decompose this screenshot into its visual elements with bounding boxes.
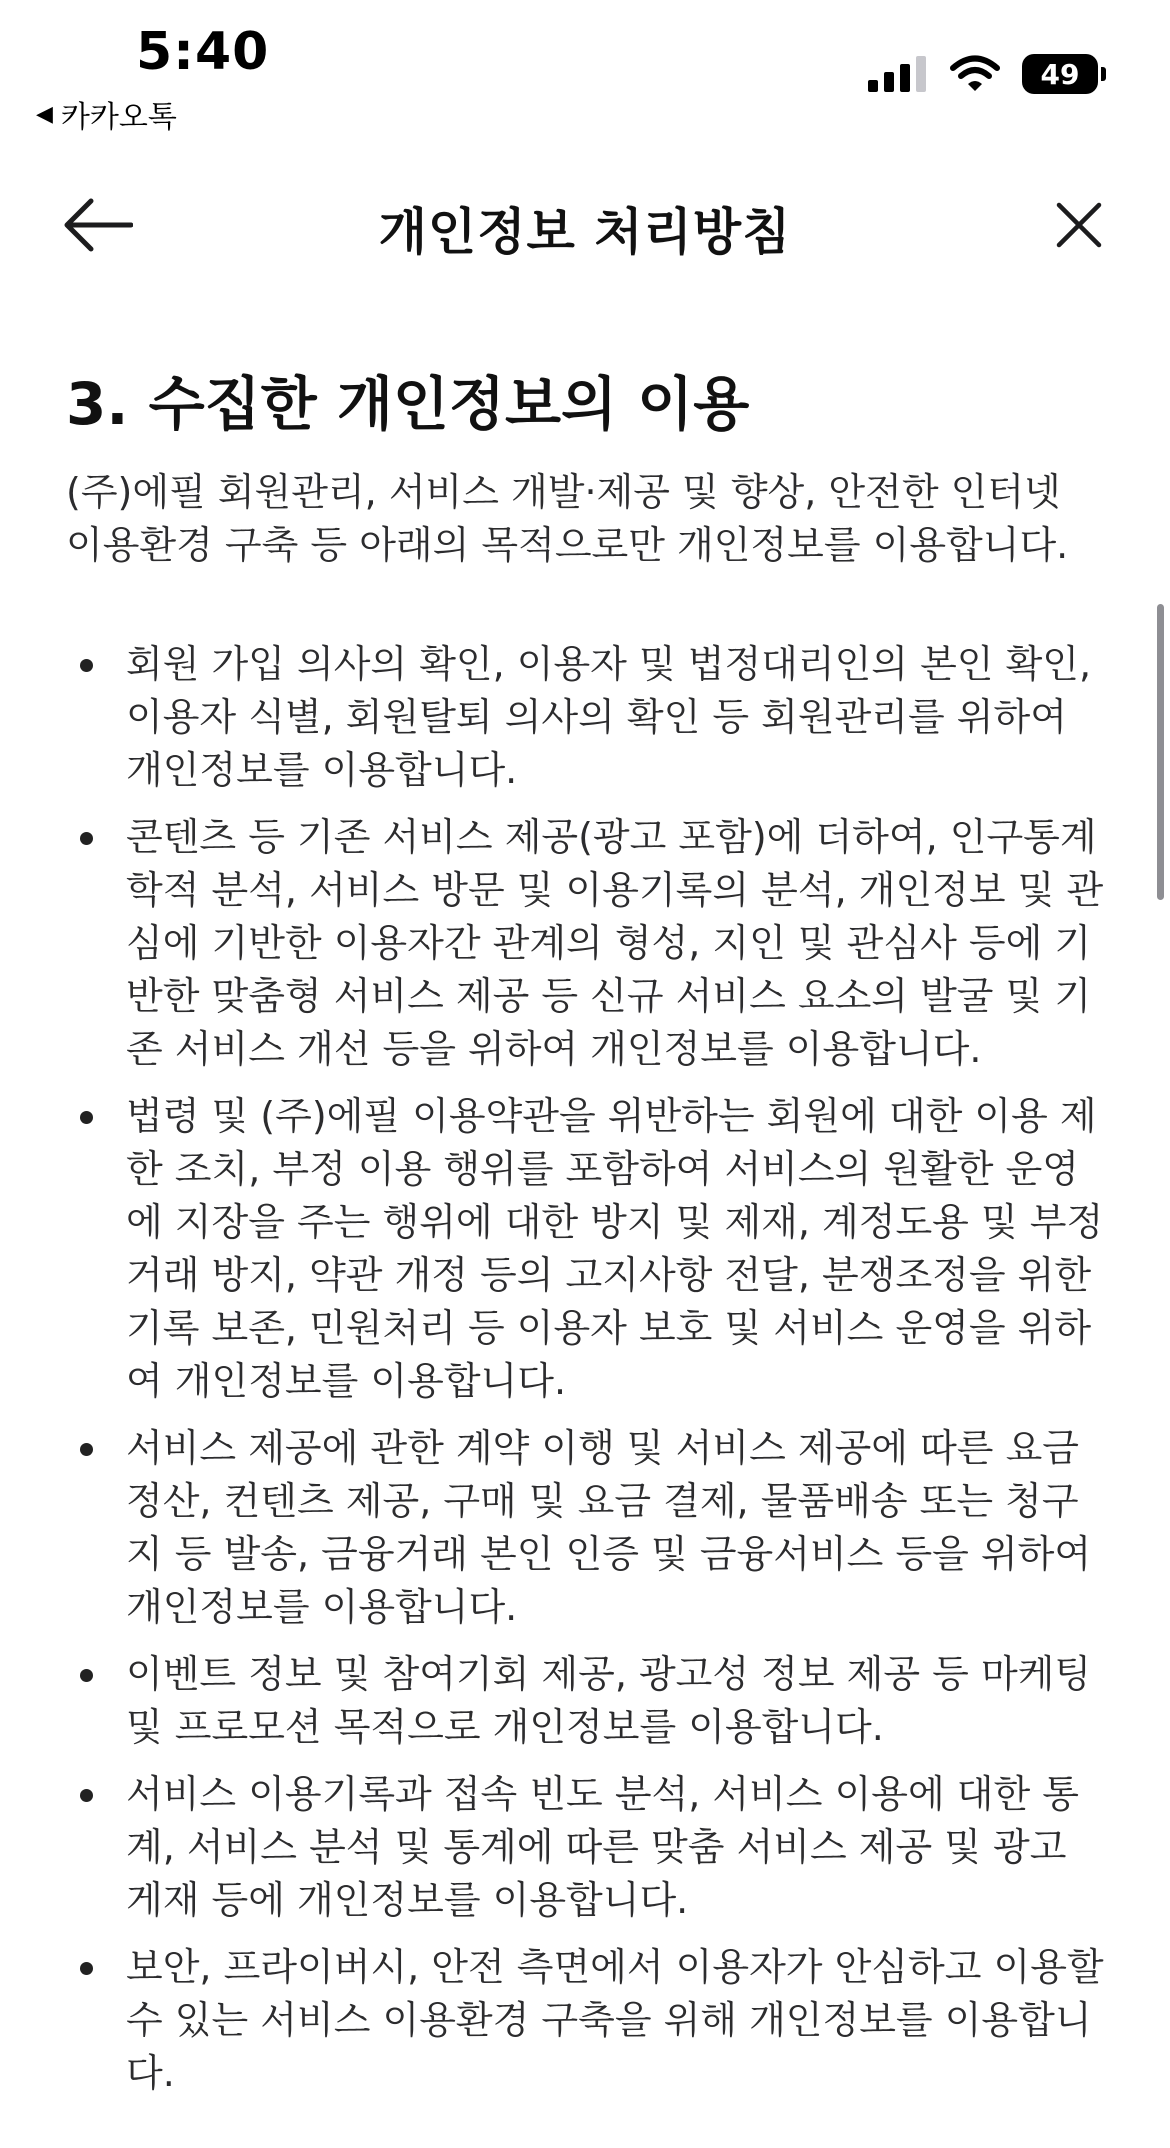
list-item-text: 법령 및 (주)에필 이용약관을 위반하는 회원에 대한 이용 제한 조치, 부정 이용 행위를 포함하여 서비스의 원활한 운영에 지장을 주는 행위에 대한 방지 및 제재, 계정도용 및 부정거래 방지, 약관 개정 등의 고지사항 전달, 분쟁조정을 위한 기록 보존, 민원처리 등 이용자 보호 및 서비스 운영을 위하여 개인정보를 이용합니다. bbox=[126, 1094, 1104, 1403]
bullet-icon bbox=[80, 1962, 93, 1975]
status-time: 5:40 bbox=[136, 22, 270, 82]
list-item bbox=[66, 1422, 1106, 1634]
back-to-app-button[interactable] bbox=[36, 92, 177, 136]
list-item-text: 이벤트 정보 및 참여기회 제공, 광고성 정보 제공 등 마케팅 및 프로모션 목적으로 개인정보를 이용합니다. bbox=[126, 1652, 1092, 1749]
policy-content bbox=[66, 364, 1106, 2114]
list-item bbox=[66, 1648, 1106, 1754]
bullet-icon bbox=[80, 659, 93, 672]
list-item-text: 회원 가입 의사의 확인, 이용자 및 법정대리인의 본인 확인, 이용자 식별, 회원탈퇴 의사의 확인 등 회원관리를 위하여 개인정보를 이용합니다. bbox=[126, 642, 1092, 792]
bullet-icon bbox=[80, 1111, 93, 1124]
battery-level: 49 bbox=[1040, 57, 1080, 91]
list-item bbox=[66, 1768, 1106, 1927]
back-app-label: 카카오톡 bbox=[60, 100, 177, 135]
section-intro: (주)에필 회원관리, 서비스 개발·제공 및 향상, 안전한 인터넷 이용환경 구축 등 아래의 목적으로만 개인정보를 이용합니다. bbox=[66, 470, 1069, 567]
close-button[interactable] bbox=[1046, 192, 1112, 258]
back-triangle-icon: ◀ bbox=[36, 101, 53, 127]
list-item-text: 서비스 제공에 관한 계약 이행 및 서비스 제공에 따른 요금정산, 컨텐츠 제공, 구매 및 요금 결제, 물품배송 또는 청구지 등 발송, 금융거래 본인 인증 및 금융서비스 등을 위하여 개인정보를 이용합니다. bbox=[126, 1426, 1092, 1629]
list-item bbox=[66, 638, 1106, 797]
list-item-text: 콘텐츠 등 기존 서비스 제공(광고 포함)에 더하여, 인구통계학적 분석, 서비스 방문 및 이용기록의 분석, 개인정보 및 관심에 기반한 이용자간 관계의 형성, 지인 및 관심사 등에 기반한 맞춤형 서비스 제공 등 신규 서비스 요소의 발굴 및 기존 서비스 개선 등을 위하여 개인정보를 이용합니다. bbox=[126, 815, 1104, 1071]
section-title: 3. 수집한 개인정보의 이용 bbox=[66, 370, 750, 438]
cellular-signal-icon bbox=[868, 56, 928, 92]
list-item-text: 보안, 프라이버시, 안전 측면에서 이용자가 안심하고 이용할 수 있는 서비스 이용환경 구축을 위해 개인정보를 이용합니다. bbox=[126, 1945, 1104, 2095]
bullet-icon bbox=[80, 1789, 93, 1802]
list-item-text: 서비스 이용기록과 접속 빈도 분석, 서비스 이용에 대한 통계, 서비스 분석 및 통계에 따른 맞춤 서비스 제공 및 광고 게재 등에 개인정보를 이용합니다. bbox=[126, 1772, 1079, 1922]
list-item bbox=[66, 811, 1106, 1076]
purpose-list bbox=[66, 638, 1106, 2100]
bullet-icon bbox=[80, 1443, 93, 1456]
bullet-icon bbox=[80, 1669, 93, 1682]
wifi-icon bbox=[950, 55, 1000, 93]
list-item bbox=[66, 1941, 1106, 2100]
battery-icon bbox=[1022, 54, 1098, 94]
status-icons bbox=[868, 54, 1098, 94]
bullet-icon bbox=[80, 832, 93, 845]
scrollbar-thumb[interactable] bbox=[1157, 604, 1164, 900]
page-title: 개인정보 처리방침 bbox=[378, 203, 792, 261]
status-bar bbox=[0, 0, 1170, 140]
nav-header bbox=[0, 170, 1170, 280]
close-icon bbox=[1055, 201, 1103, 249]
list-item bbox=[66, 1090, 1106, 1408]
